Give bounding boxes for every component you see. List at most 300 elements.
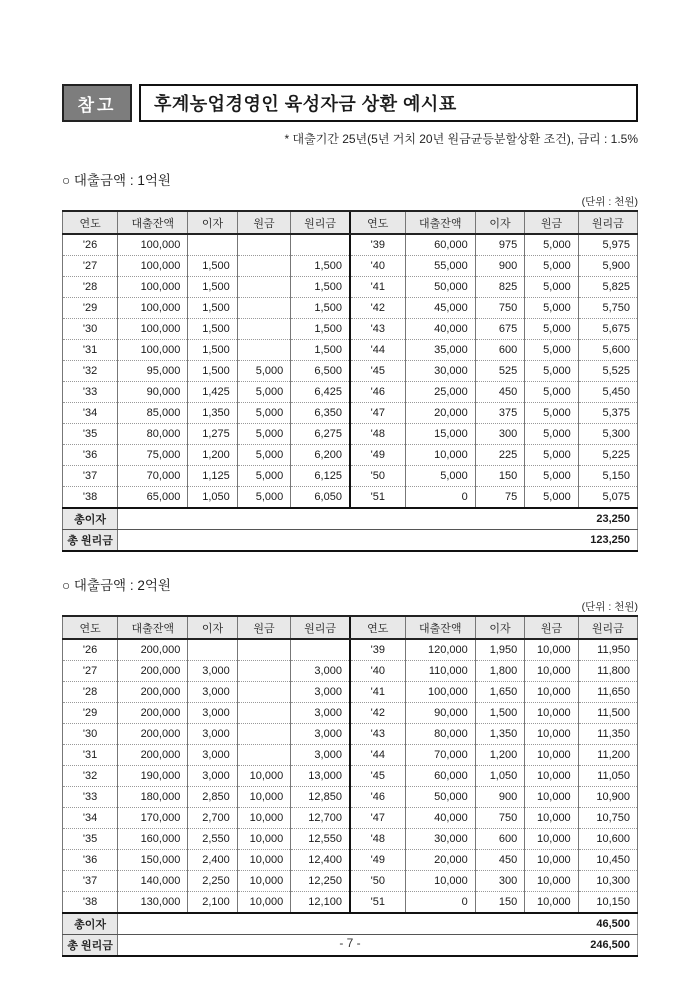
amount-cell: 5,675	[578, 319, 637, 340]
year-cell: '44	[350, 340, 405, 361]
amount-cell: 10,000	[405, 871, 475, 892]
amount-cell: 5,600	[578, 340, 637, 361]
year-cell: '41	[350, 277, 405, 298]
amount-cell: 10,600	[578, 829, 637, 850]
amount-cell: 5,000	[525, 361, 578, 382]
amount-cell: 6,500	[291, 361, 350, 382]
amount-cell: 100,000	[118, 256, 188, 277]
amount-cell	[237, 340, 290, 361]
amount-cell: 12,250	[291, 871, 350, 892]
amount-cell: 1,350	[188, 403, 237, 424]
amount-cell: 300	[475, 871, 524, 892]
amount-cell: 80,000	[118, 424, 188, 445]
amount-cell: 5,825	[578, 277, 637, 298]
amount-cell: 150,000	[118, 850, 188, 871]
column-header: 이자	[188, 211, 237, 234]
year-cell: '30	[63, 319, 118, 340]
amount-cell: 55,000	[405, 256, 475, 277]
unit-label-2: (단위 : 천원)	[581, 601, 638, 613]
amount-cell: 180,000	[118, 787, 188, 808]
table-row	[63, 424, 638, 445]
amount-cell: 170,000	[118, 808, 188, 829]
table-row	[63, 445, 638, 466]
year-cell: '34	[63, 808, 118, 829]
table-row	[63, 639, 638, 661]
table-row	[63, 745, 638, 766]
amount-cell: 1,125	[188, 466, 237, 487]
amount-cell: 100,000	[118, 277, 188, 298]
year-cell: '38	[63, 487, 118, 509]
amount-cell: 1,500	[291, 277, 350, 298]
total-value: 123,250	[118, 530, 638, 552]
amount-cell: 600	[475, 340, 524, 361]
amount-cell: 975	[475, 234, 524, 256]
amount-cell: 900	[475, 787, 524, 808]
amount-cell: 10,000	[525, 724, 578, 745]
section-title-loan-1: ○ 대출금액 : 1억원	[62, 173, 171, 188]
year-cell: '46	[350, 787, 405, 808]
amount-cell: 130,000	[118, 892, 188, 914]
year-cell: '35	[63, 829, 118, 850]
amount-cell: 1,500	[291, 256, 350, 277]
amount-cell: 1,275	[188, 424, 237, 445]
year-cell: '40	[350, 256, 405, 277]
column-header: 대출잔액	[405, 616, 475, 639]
amount-cell: 750	[475, 298, 524, 319]
header-row	[63, 211, 638, 234]
amount-cell: 6,275	[291, 424, 350, 445]
amount-cell: 10,000	[525, 703, 578, 724]
amount-cell: 200,000	[118, 724, 188, 745]
year-cell: '28	[63, 682, 118, 703]
amount-cell: 5,000	[237, 424, 290, 445]
year-cell: '36	[63, 850, 118, 871]
column-header: 원금	[237, 211, 290, 234]
amount-cell: 1,500	[291, 340, 350, 361]
amount-cell: 200,000	[118, 639, 188, 661]
amount-cell: 160,000	[118, 829, 188, 850]
amount-cell: 10,000	[525, 745, 578, 766]
repayment-table-1	[62, 210, 638, 552]
amount-cell: 375	[475, 403, 524, 424]
amount-cell: 10,000	[525, 808, 578, 829]
year-cell: '30	[63, 724, 118, 745]
year-cell: '26	[63, 234, 118, 256]
section-loan-1	[62, 169, 638, 552]
amount-cell	[237, 319, 290, 340]
amount-cell: 10,900	[578, 787, 637, 808]
year-cell: '45	[350, 361, 405, 382]
column-header: 원리금	[291, 616, 350, 639]
amount-cell: 5,900	[578, 256, 637, 277]
amount-cell: 60,000	[405, 234, 475, 256]
year-cell: '26	[63, 639, 118, 661]
amount-cell: 1,350	[475, 724, 524, 745]
amount-cell: 5,375	[578, 403, 637, 424]
table-row	[63, 466, 638, 487]
amount-cell: 100,000	[118, 298, 188, 319]
total-label: 총 원리금	[63, 530, 118, 552]
table-row	[63, 319, 638, 340]
loan-terms-note: * 대출기간 25년(5년 거치 20년 원금균등분할상환 조건), 금리 : 1.5%	[284, 132, 638, 146]
total-label: 총이자	[63, 508, 118, 530]
table-row	[63, 703, 638, 724]
column-header: 이자	[188, 616, 237, 639]
amount-cell: 11,350	[578, 724, 637, 745]
year-cell: '45	[350, 766, 405, 787]
amount-cell: 2,100	[188, 892, 237, 914]
amount-cell: 12,850	[291, 787, 350, 808]
amount-cell	[237, 234, 290, 256]
amount-cell: 5,975	[578, 234, 637, 256]
total-row	[63, 508, 638, 530]
reference-badge: 참고	[62, 84, 132, 122]
amount-cell: 10,000	[237, 871, 290, 892]
amount-cell: 5,000	[237, 487, 290, 509]
amount-cell: 65,000	[118, 487, 188, 509]
amount-cell: 6,350	[291, 403, 350, 424]
amount-cell: 1,650	[475, 682, 524, 703]
table-row	[63, 234, 638, 256]
amount-cell: 3,000	[188, 661, 237, 682]
amount-cell	[237, 745, 290, 766]
amount-cell: 525	[475, 361, 524, 382]
amount-cell: 50,000	[405, 787, 475, 808]
amount-cell: 5,450	[578, 382, 637, 403]
amount-cell: 35,000	[405, 340, 475, 361]
column-header: 이자	[475, 616, 524, 639]
section-title-loan-2: ○ 대출금액 : 2억원	[62, 578, 171, 593]
amount-cell	[237, 298, 290, 319]
amount-cell	[237, 639, 290, 661]
amount-cell	[237, 703, 290, 724]
year-cell: '39	[350, 639, 405, 661]
amount-cell: 5,150	[578, 466, 637, 487]
year-cell: '51	[350, 892, 405, 914]
amount-cell: 1,950	[475, 639, 524, 661]
amount-cell: 10,000	[525, 639, 578, 661]
amount-cell: 1,500	[188, 340, 237, 361]
amount-cell: 13,000	[291, 766, 350, 787]
amount-cell: 2,550	[188, 829, 237, 850]
amount-cell: 1,500	[291, 298, 350, 319]
amount-cell: 120,000	[405, 639, 475, 661]
year-cell: '50	[350, 871, 405, 892]
year-cell: '32	[63, 766, 118, 787]
total-label: 총이자	[63, 913, 118, 935]
amount-cell: 60,000	[405, 766, 475, 787]
amount-cell: 10,000	[237, 766, 290, 787]
amount-cell: 10,000	[237, 829, 290, 850]
amount-cell: 200,000	[118, 661, 188, 682]
year-cell: '38	[63, 892, 118, 914]
amount-cell: 10,000	[525, 682, 578, 703]
amount-cell	[291, 639, 350, 661]
column-header: 연도	[350, 616, 405, 639]
page-number: - 7 -	[339, 936, 361, 950]
column-header: 원리금	[291, 211, 350, 234]
amount-cell: 3,000	[291, 682, 350, 703]
table-row	[63, 787, 638, 808]
amount-cell: 1,800	[475, 661, 524, 682]
amount-cell: 10,000	[525, 787, 578, 808]
amount-cell: 30,000	[405, 361, 475, 382]
year-cell: '33	[63, 382, 118, 403]
amount-cell	[237, 682, 290, 703]
amount-cell: 5,000	[237, 403, 290, 424]
amount-cell: 11,650	[578, 682, 637, 703]
amount-cell	[188, 234, 237, 256]
amount-cell: 1,050	[188, 487, 237, 509]
document-header	[62, 84, 638, 122]
amount-cell: 3,000	[188, 766, 237, 787]
amount-cell: 5,750	[578, 298, 637, 319]
section-loan-2	[62, 574, 638, 957]
column-header: 연도	[63, 616, 118, 639]
amount-cell: 450	[475, 850, 524, 871]
amount-cell: 80,000	[405, 724, 475, 745]
amount-cell: 1,500	[188, 361, 237, 382]
year-cell: '48	[350, 424, 405, 445]
table-row	[63, 808, 638, 829]
amount-cell: 1,500	[188, 319, 237, 340]
amount-cell: 6,125	[291, 466, 350, 487]
amount-cell: 10,000	[237, 892, 290, 914]
amount-cell: 150	[475, 892, 524, 914]
table-row	[63, 277, 638, 298]
total-row	[63, 913, 638, 935]
amount-cell: 10,000	[237, 808, 290, 829]
amount-cell: 750	[475, 808, 524, 829]
year-cell: '48	[350, 829, 405, 850]
amount-cell	[188, 639, 237, 661]
column-header: 대출잔액	[405, 211, 475, 234]
amount-cell: 85,000	[118, 403, 188, 424]
total-value: 23,250	[118, 508, 638, 530]
amount-cell: 200,000	[118, 703, 188, 724]
column-header: 원금	[525, 616, 578, 639]
year-cell: '27	[63, 256, 118, 277]
amount-cell: 1,425	[188, 382, 237, 403]
amount-cell: 10,750	[578, 808, 637, 829]
total-value: 46,500	[118, 913, 638, 935]
amount-cell: 5,000	[525, 382, 578, 403]
amount-cell: 6,425	[291, 382, 350, 403]
year-cell: '31	[63, 340, 118, 361]
total-row	[63, 530, 638, 552]
amount-cell: 5,000	[525, 403, 578, 424]
amount-cell: 5,075	[578, 487, 637, 509]
table-row	[63, 382, 638, 403]
table-row	[63, 298, 638, 319]
amount-cell	[237, 277, 290, 298]
amount-cell: 5,000	[405, 466, 475, 487]
amount-cell: 5,000	[525, 466, 578, 487]
amount-cell: 3,000	[291, 703, 350, 724]
year-cell: '27	[63, 661, 118, 682]
year-cell: '44	[350, 745, 405, 766]
amount-cell: 50,000	[405, 277, 475, 298]
amount-cell: 1,200	[475, 745, 524, 766]
amount-cell: 10,000	[237, 850, 290, 871]
amount-cell: 5,000	[525, 234, 578, 256]
column-header: 대출잔액	[118, 616, 188, 639]
amount-cell: 1,050	[475, 766, 524, 787]
header-row	[63, 616, 638, 639]
table-row	[63, 892, 638, 914]
amount-cell	[291, 234, 350, 256]
year-cell: '49	[350, 850, 405, 871]
amount-cell	[237, 724, 290, 745]
amount-cell: 40,000	[405, 319, 475, 340]
amount-cell: 3,000	[188, 745, 237, 766]
amount-cell: 825	[475, 277, 524, 298]
amount-cell: 20,000	[405, 850, 475, 871]
table-row	[63, 361, 638, 382]
column-header: 원금	[237, 616, 290, 639]
amount-cell: 450	[475, 382, 524, 403]
amount-cell: 1,500	[188, 298, 237, 319]
year-cell: '28	[63, 277, 118, 298]
amount-cell: 200,000	[118, 745, 188, 766]
amount-cell: 3,000	[188, 703, 237, 724]
table-row	[63, 850, 638, 871]
table-row	[63, 256, 638, 277]
amount-cell: 1,500	[188, 277, 237, 298]
year-cell: '49	[350, 445, 405, 466]
amount-cell: 12,100	[291, 892, 350, 914]
year-cell: '29	[63, 703, 118, 724]
amount-cell: 10,000	[405, 445, 475, 466]
column-header: 대출잔액	[118, 211, 188, 234]
page-title: 후계농업경영인 육성자금 상환 예시표	[139, 84, 638, 122]
year-cell: '39	[350, 234, 405, 256]
amount-cell: 40,000	[405, 808, 475, 829]
amount-cell: 5,300	[578, 424, 637, 445]
amount-cell: 70,000	[118, 466, 188, 487]
amount-cell: 600	[475, 829, 524, 850]
amount-cell: 15,000	[405, 424, 475, 445]
amount-cell: 5,225	[578, 445, 637, 466]
year-cell: '47	[350, 403, 405, 424]
year-cell: '51	[350, 487, 405, 509]
year-cell: '50	[350, 466, 405, 487]
amount-cell: 10,000	[525, 871, 578, 892]
amount-cell: 12,400	[291, 850, 350, 871]
table-row	[63, 340, 638, 361]
year-cell: '37	[63, 466, 118, 487]
amount-cell: 11,200	[578, 745, 637, 766]
amount-cell: 90,000	[118, 382, 188, 403]
amount-cell: 11,050	[578, 766, 637, 787]
total-value: 246,500	[118, 935, 638, 957]
amount-cell: 2,250	[188, 871, 237, 892]
amount-cell: 150	[475, 466, 524, 487]
amount-cell: 2,400	[188, 850, 237, 871]
column-header: 이자	[475, 211, 524, 234]
amount-cell: 100,000	[405, 682, 475, 703]
amount-cell: 70,000	[405, 745, 475, 766]
amount-cell: 1,200	[188, 445, 237, 466]
amount-cell: 2,850	[188, 787, 237, 808]
amount-cell: 5,000	[237, 466, 290, 487]
column-header: 연도	[350, 211, 405, 234]
table-row	[63, 766, 638, 787]
amount-cell: 10,000	[525, 661, 578, 682]
amount-cell: 1,500	[291, 319, 350, 340]
amount-cell: 12,550	[291, 829, 350, 850]
amount-cell: 5,000	[237, 382, 290, 403]
amount-cell: 675	[475, 319, 524, 340]
amount-cell: 300	[475, 424, 524, 445]
amount-cell: 5,000	[237, 445, 290, 466]
amount-cell: 5,000	[525, 487, 578, 509]
amount-cell: 3,000	[188, 682, 237, 703]
amount-cell: 75,000	[118, 445, 188, 466]
amount-cell: 3,000	[291, 661, 350, 682]
amount-cell: 12,700	[291, 808, 350, 829]
amount-cell: 0	[405, 892, 475, 914]
year-cell: '46	[350, 382, 405, 403]
amount-cell: 5,525	[578, 361, 637, 382]
year-cell: '43	[350, 319, 405, 340]
amount-cell	[237, 661, 290, 682]
amount-cell: 6,050	[291, 487, 350, 509]
column-header: 연도	[63, 211, 118, 234]
year-cell: '29	[63, 298, 118, 319]
amount-cell: 6,200	[291, 445, 350, 466]
repayment-table-2	[62, 615, 638, 957]
amount-cell: 5,000	[525, 256, 578, 277]
amount-cell: 3,000	[188, 724, 237, 745]
amount-cell: 0	[405, 487, 475, 509]
year-cell: '36	[63, 445, 118, 466]
table-row	[63, 403, 638, 424]
year-cell: '35	[63, 424, 118, 445]
amount-cell: 5,000	[525, 424, 578, 445]
table-row	[63, 724, 638, 745]
amount-cell: 25,000	[405, 382, 475, 403]
amount-cell: 2,700	[188, 808, 237, 829]
year-cell: '42	[350, 298, 405, 319]
amount-cell: 30,000	[405, 829, 475, 850]
amount-cell: 5,000	[525, 340, 578, 361]
column-header: 원리금	[578, 616, 637, 639]
amount-cell: 190,000	[118, 766, 188, 787]
amount-cell: 140,000	[118, 871, 188, 892]
table-row	[63, 682, 638, 703]
year-cell: '32	[63, 361, 118, 382]
amount-cell: 90,000	[405, 703, 475, 724]
amount-cell: 5,000	[525, 319, 578, 340]
amount-cell: 11,800	[578, 661, 637, 682]
amount-cell: 5,000	[237, 361, 290, 382]
amount-cell: 11,950	[578, 639, 637, 661]
amount-cell: 1,500	[475, 703, 524, 724]
amount-cell: 20,000	[405, 403, 475, 424]
amount-cell: 11,500	[578, 703, 637, 724]
table-row	[63, 829, 638, 850]
year-cell: '33	[63, 787, 118, 808]
amount-cell: 200,000	[118, 682, 188, 703]
year-cell: '43	[350, 724, 405, 745]
unit-label-1: (단위 : 천원)	[581, 196, 638, 208]
amount-cell: 1,500	[188, 256, 237, 277]
amount-cell: 75	[475, 487, 524, 509]
year-cell: '42	[350, 703, 405, 724]
amount-cell: 3,000	[291, 724, 350, 745]
amount-cell: 225	[475, 445, 524, 466]
